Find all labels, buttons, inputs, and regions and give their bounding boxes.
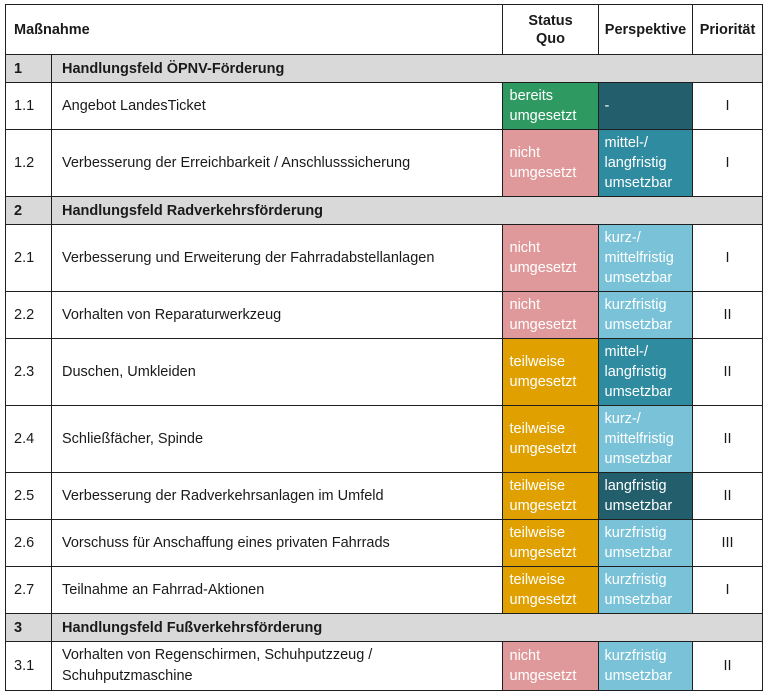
table-row (6, 225, 763, 292)
section-title: Handlungsfeld Radverkehrsförderung (52, 197, 763, 225)
row-number: 2.2 (6, 292, 52, 339)
row-priority: I (693, 83, 763, 130)
row-number: 1.1 (6, 83, 52, 130)
row-measure: Schließfächer, Spinde (52, 406, 503, 473)
cell-text: kurz-/ mittelfristig umsetzbar (604, 411, 674, 467)
row-priority: III (693, 520, 763, 567)
row-number: 2.4 (6, 406, 52, 473)
section-row (6, 55, 763, 83)
cell-text: bereits umgesetzt (509, 88, 577, 124)
cell-text: nicht umgesetzt (509, 648, 577, 684)
cell-text: nicht umgesetzt (509, 240, 577, 276)
row-priority: II (693, 473, 763, 520)
table-row (6, 642, 763, 691)
section-row (6, 614, 763, 642)
row-measure: Verbesserung der Radverkehrsanlagen im Umfeld (52, 473, 503, 520)
row-number: 2.6 (6, 520, 52, 567)
row-priority: II (693, 406, 763, 473)
cell-text: kurzfristig umsetzbar (604, 525, 673, 561)
row-priority: I (693, 567, 763, 614)
row-status (503, 292, 599, 339)
cell-text: teilweise umgesetzt (509, 572, 577, 608)
row-status (503, 520, 599, 567)
row-perspective (599, 83, 693, 130)
row-measure: Verbesserung und Erweiterung der Fahrradabstellanlagen (52, 225, 503, 292)
table-row (6, 339, 763, 406)
header-measure: Maßnahme (6, 5, 503, 55)
cell-text: teilweise umgesetzt (509, 478, 577, 514)
section-number: 1 (6, 55, 52, 83)
row-number: 2.3 (6, 339, 52, 406)
cell-text: langfristig umsetzbar (604, 478, 673, 514)
cell-text: kurzfristig umsetzbar (604, 572, 673, 608)
table-row (6, 473, 763, 520)
cell-text: teilweise umgesetzt (509, 421, 577, 457)
row-number: 1.2 (6, 130, 52, 197)
row-number: 3.1 (6, 642, 52, 691)
row-measure: Vorschuss für Anschaffung eines privaten Fahrrads (52, 520, 503, 567)
row-status (503, 83, 599, 130)
row-measure: Teilnahme an Fahrrad-Aktionen (52, 567, 503, 614)
row-measure: Vorhalten von Reparaturwerkzeug (52, 292, 503, 339)
cell-text: mittel-/ langfristig umsetzbar (604, 135, 673, 191)
header-status (503, 5, 599, 55)
row-perspective (599, 567, 693, 614)
row-measure (52, 642, 503, 691)
row-status (503, 567, 599, 614)
cell-text: nicht umgesetzt (509, 145, 577, 181)
section-number: 2 (6, 197, 52, 225)
row-measure-text: Vorhalten von Regenschirmen, Schuhputzzeug / Schuhputzmaschine (62, 647, 373, 684)
cell-text: kurzfristig umsetzbar (604, 297, 673, 333)
row-priority: I (693, 130, 763, 197)
section-number: 3 (6, 614, 52, 642)
row-priority: II (693, 642, 763, 691)
table-row (6, 83, 763, 130)
table-row (6, 567, 763, 614)
row-status (503, 473, 599, 520)
row-perspective (599, 473, 693, 520)
row-status (503, 130, 599, 197)
header-status-label: Status Quo (528, 12, 573, 47)
row-perspective (599, 642, 693, 691)
table-row (6, 520, 763, 567)
table-row (6, 406, 763, 473)
row-perspective (599, 130, 693, 197)
section-title: Handlungsfeld Fußverkehrsförderung (52, 614, 763, 642)
section-row (6, 197, 763, 225)
row-perspective (599, 292, 693, 339)
row-measure: Verbesserung der Erreichbarkeit / Anschlusssicherung (52, 130, 503, 197)
cell-text: teilweise umgesetzt (509, 525, 577, 561)
cell-text: mittel-/ langfristig umsetzbar (604, 344, 673, 400)
row-status (503, 642, 599, 691)
row-number: 2.7 (6, 567, 52, 614)
row-perspective (599, 339, 693, 406)
cell-text: nicht umgesetzt (509, 297, 577, 333)
section-title: Handlungsfeld ÖPNV-Förderung (52, 55, 763, 83)
table-row (6, 292, 763, 339)
row-number: 2.1 (6, 225, 52, 292)
row-perspective (599, 520, 693, 567)
row-perspective (599, 225, 693, 292)
row-priority: I (693, 225, 763, 292)
header-priority: Priorität (693, 5, 763, 55)
row-perspective (599, 406, 693, 473)
row-status (503, 225, 599, 292)
table-row (6, 130, 763, 197)
row-priority: II (693, 339, 763, 406)
row-status (503, 339, 599, 406)
measures-table (5, 4, 763, 691)
cell-text: - (604, 98, 610, 114)
header-perspective: Perspektive (599, 5, 693, 55)
cell-text: kurzfristig umsetzbar (604, 648, 673, 684)
row-priority: II (693, 292, 763, 339)
row-measure: Duschen, Umkleiden (52, 339, 503, 406)
cell-text: kurz-/ mittelfristig umsetzbar (604, 230, 674, 286)
row-status (503, 406, 599, 473)
row-measure: Angebot LandesTicket (52, 83, 503, 130)
header-row (6, 5, 763, 55)
row-number: 2.5 (6, 473, 52, 520)
cell-text: teilweise umgesetzt (509, 354, 577, 390)
